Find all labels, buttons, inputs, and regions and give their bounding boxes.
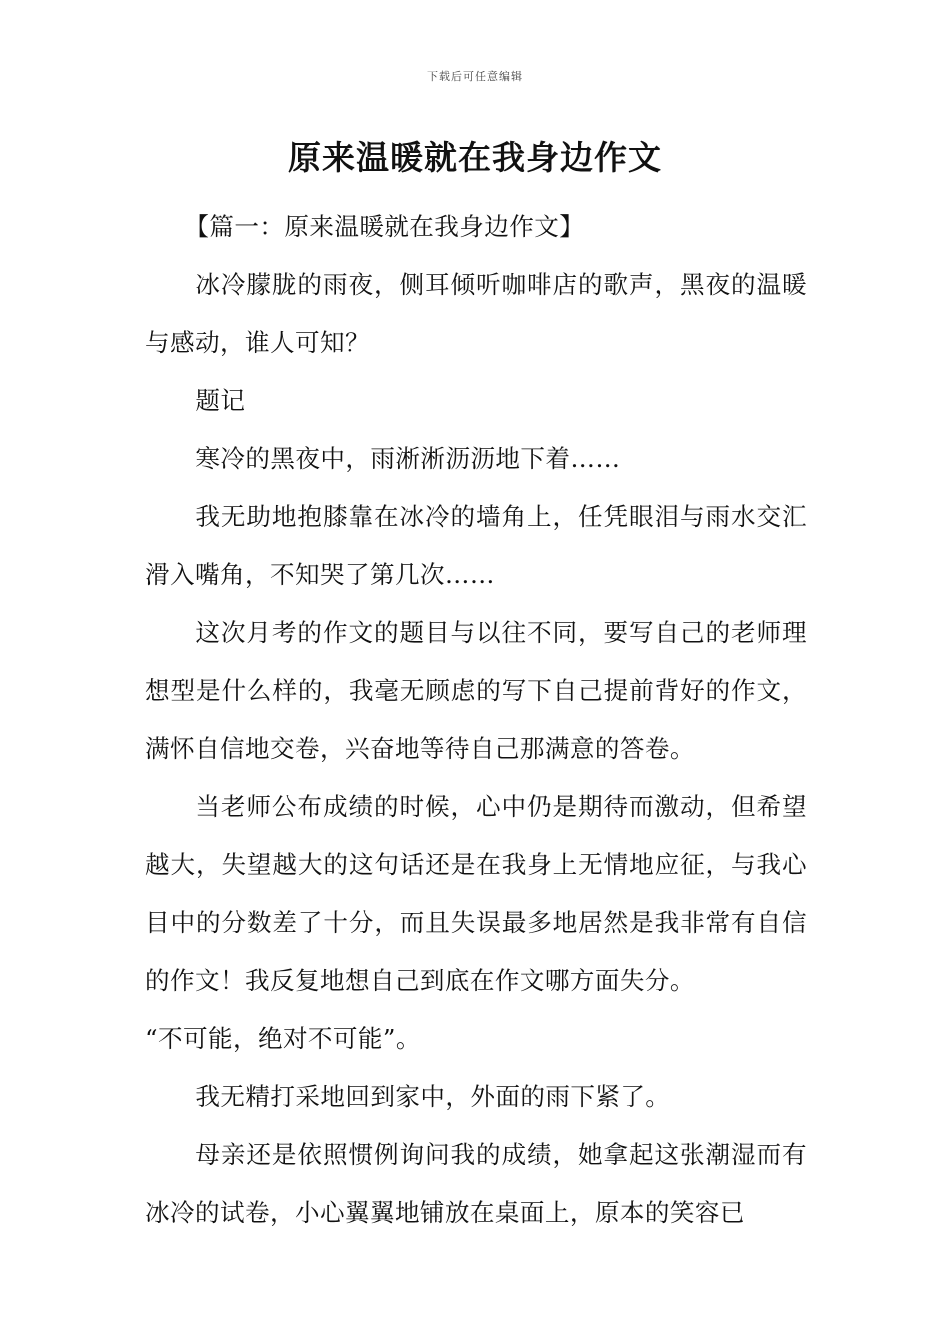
- paragraph-2: 题记: [195, 386, 246, 415]
- header-note: 下载后可任意编辑: [427, 70, 523, 83]
- paragraph-4: 我无助地抱膝靠在冰冷的墙角上，任凭眼泪与雨水交汇滑入嘴角，不知哭了第几次……: [145, 502, 807, 589]
- paragraph-9: 母亲还是依照惯例询问我的成绩，她拿起这张潮湿而有冰冷的试卷，小心翼翼地铺放在桌面上，原本的笑容已: [145, 1140, 807, 1227]
- paragraph-5: 这次月考的作文的题目与以往不同，要写自己的老师理想型是什么样的，我毫无顾虑的写下自己提前背好的作文，满怀自信地交卷，兴奋地等待自己那满意的答卷。: [145, 618, 807, 763]
- paragraph-6: 当老师公布成绩的时候，心中仍是期待而激动，但希望越大，失望越大的这句话还是在我身上无情地应征，与我心目中的分数差了十分，而且失误最多地居然是我非常有自信的作文！我反复地想自己到底在作文哪方面失分。: [145, 792, 807, 995]
- paragraph-1: 冰冷朦胧的雨夜，侧耳倾听咖啡店的歌声，黑夜的温暖与感动，谁人可知？: [145, 270, 807, 357]
- section-heading: 【篇一：原来温暖就在我身边作文】: [184, 212, 585, 241]
- paragraph-7: “不可能，绝对不可能”。: [145, 1024, 421, 1053]
- document-title: 原来温暖就在我身边作文: [288, 138, 662, 177]
- document-body: [145, 198, 807, 1242]
- paragraph-3: 寒冷的黑夜中，雨淅淅沥沥地下着……: [195, 444, 621, 473]
- paragraph-8: 我无精打采地回到家中，外面的雨下紧了。: [195, 1082, 671, 1111]
